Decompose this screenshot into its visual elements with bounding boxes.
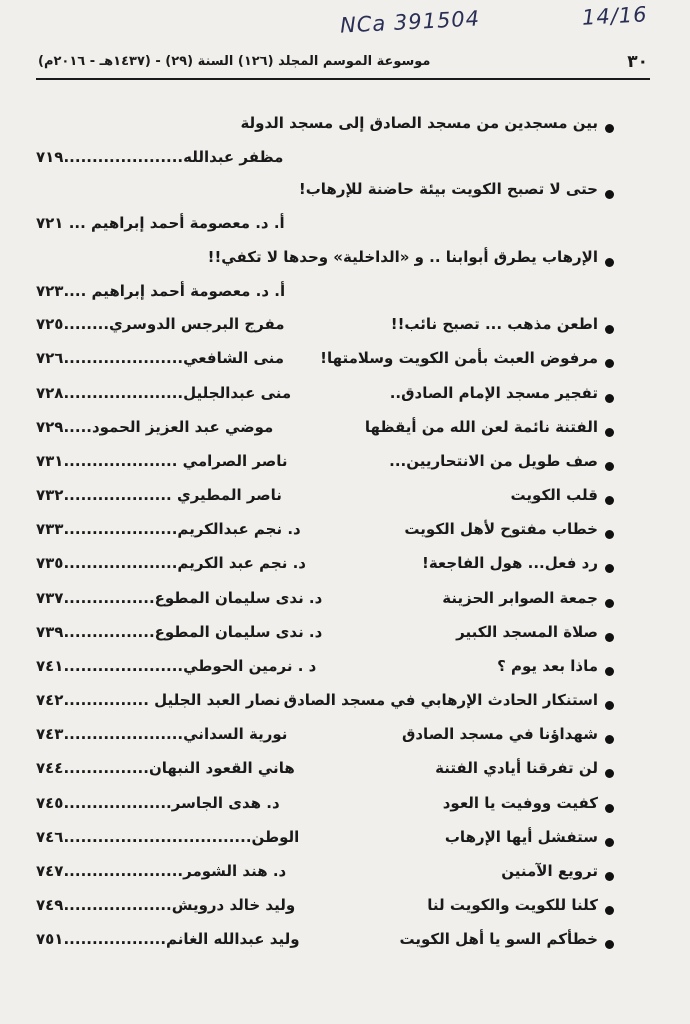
- list-item: [0, 554, 690, 584]
- entry-author-page: الوطن.................................٧٤٦: [36, 828, 300, 846]
- list-item: [0, 148, 690, 178]
- bullet-icon: [605, 838, 614, 847]
- bullet-icon: [605, 359, 614, 368]
- entry-author-page: د. هند الشومر.....................٧٤٧: [36, 862, 287, 880]
- entry-title: الفتنة نائمة لعن الله من أيقظها: [364, 418, 598, 436]
- list-item: [0, 282, 690, 312]
- bullet-icon: [605, 667, 614, 676]
- bullet-icon: [605, 735, 614, 744]
- list-item: [0, 452, 690, 482]
- entry-title: كلنا للكويت والكويت لنا: [427, 896, 598, 914]
- entry-author-page: د. ندى سليمان المطوع................٧٣٩: [36, 623, 323, 641]
- bullet-icon: [605, 906, 614, 915]
- list-item: [0, 589, 690, 619]
- list-item: [0, 114, 690, 144]
- bullet-icon: [605, 599, 614, 608]
- bullet-icon: [605, 428, 614, 437]
- entry-title: ستفشل أيها الإرهاب: [444, 828, 598, 846]
- list-item: [0, 384, 690, 414]
- list-item: [0, 657, 690, 687]
- entry-author-page: وليد عبدالله الغانم..................٧٥١: [36, 930, 300, 948]
- entry-author-page: د. ندى سليمان المطوع................٧٣٧: [36, 589, 323, 607]
- entry-title: خطأكم السو يا أهل الكويت: [399, 930, 598, 948]
- handwritten-reference: NCa 391504: [339, 6, 481, 38]
- entry-title: صف طويل من الانتحاريين...: [389, 452, 598, 470]
- entry-author-page: موضي عبد العزيز الحمود.....٧٢٩: [36, 418, 274, 436]
- entry-author-page: نصار العبد الجليل ...............٧٤٢: [36, 691, 281, 709]
- list-item: [0, 214, 690, 244]
- entry-title: بين مسجدين من مسجد الصادق إلى مسجد الدولة: [240, 114, 598, 132]
- list-item: [0, 794, 690, 824]
- entry-author-page: هاني القعود النبهان...............٧٤٤: [36, 759, 295, 777]
- bullet-icon: [605, 190, 614, 199]
- list-item: [0, 828, 690, 858]
- entry-title: ترويع الآمنين: [501, 862, 598, 880]
- list-item: [0, 486, 690, 516]
- entry-title: استنكار الحادث الإرهابي في مسجد الصادق: [283, 691, 598, 709]
- page-header: [36, 52, 650, 80]
- entry-title: قلب الكويت: [510, 486, 598, 504]
- list-item: [0, 862, 690, 892]
- entry-author-page: منى الشافعي.....................٧٢٦: [36, 349, 285, 367]
- entry-title: اطعن مذهب ... تصبح نائب!!: [390, 315, 598, 333]
- bullet-icon: [605, 701, 614, 710]
- entry-title: خطاب مفتوح لأهل الكويت: [404, 520, 598, 538]
- list-item: [0, 759, 690, 789]
- entry-author-page: نورية السداني.....................٧٤٣: [36, 725, 288, 743]
- entry-title: جمعة الصوابر الحزينة: [442, 589, 598, 607]
- entry-title: رد فعل... هول الفاجعة!: [421, 554, 598, 572]
- entry-author-page: مفرج البرجس الدوسري........٧٢٥: [36, 315, 285, 333]
- list-item: [0, 691, 690, 721]
- entry-title: تفجير مسجد الإمام الصادق..: [389, 384, 598, 402]
- bullet-icon: [605, 394, 614, 403]
- bullet-icon: [605, 325, 614, 334]
- list-item: [0, 930, 690, 960]
- entry-author-page: ناصر المطيري ...................٧٣٢: [36, 486, 282, 504]
- entry-title: حتى لا تصبح الكويت بيئة حاضنة للإرهاب!: [298, 180, 598, 198]
- bullet-icon: [605, 530, 614, 539]
- bullet-icon: [605, 633, 614, 642]
- entry-title: الإرهاب يطرق أبوابنا .. و «الداخلية» وحدها لا تكفي!!: [207, 248, 598, 266]
- entry-title: مرفوض العبث بأمن الكويت وسلامتها!: [320, 349, 598, 367]
- entry-title: لن تفرقنا أيادي الفتنة: [435, 759, 598, 777]
- bullet-icon: [605, 124, 614, 133]
- list-item: [0, 896, 690, 926]
- list-item: [0, 418, 690, 448]
- entry-author-page: مظفر عبدالله.....................٧١٩: [36, 148, 284, 166]
- list-item: [0, 725, 690, 755]
- bullet-icon: [605, 496, 614, 505]
- entry-title: ماذا بعد يوم ؟: [497, 657, 598, 675]
- list-item: [0, 520, 690, 550]
- handwritten-corner-note: 14/16: [581, 2, 649, 30]
- entry-title: شهداؤنا في مسجد الصادق: [401, 725, 598, 743]
- list-item: [0, 180, 690, 210]
- bullet-icon: [605, 462, 614, 471]
- list-item: [0, 623, 690, 653]
- entry-title: صلاة المسجد الكبير: [456, 623, 598, 641]
- journal-title: موسوعة الموسم المجلد (١٢٦) السنة (٢٩) - (١٤٣٧هـ - ٢٠١٦م): [38, 54, 431, 69]
- entry-author-page: منى عبدالجليل.....................٧٢٨: [36, 384, 292, 402]
- list-item: [0, 248, 690, 278]
- bullet-icon: [605, 804, 614, 813]
- entry-author-page: أ. د. معصومة أحمد إبراهيم ....٧٢٣: [36, 282, 286, 300]
- bullet-icon: [605, 872, 614, 881]
- entry-author-page: ناصر الصرامي ....................٧٣١: [36, 452, 288, 470]
- entry-author-page: د. هدى الجاسر...................٧٤٥: [36, 794, 280, 812]
- entry-author-page: أ. د. معصومة أحمد إبراهيم ... ٧٢١: [36, 214, 285, 232]
- entry-title: كفيت ووفيت يا العود: [442, 794, 598, 812]
- entry-author-page: د. نجم عبدالكريم....................٧٣٣: [36, 520, 301, 538]
- list-item: [0, 315, 690, 345]
- bullet-icon: [605, 564, 614, 573]
- bullet-icon: [605, 258, 614, 267]
- list-item: [0, 349, 690, 379]
- bullet-icon: [605, 940, 614, 949]
- entry-author-page: د. نجم عبد الكريم....................٧٣٥: [36, 554, 306, 572]
- page-number: ٣٠: [627, 52, 648, 72]
- bullet-icon: [605, 769, 614, 778]
- entry-author-page: وليد خالد درويش...................٧٤٩: [36, 896, 296, 914]
- entry-author-page: د . نرمين الحوطي.....................٧٤١: [36, 657, 317, 675]
